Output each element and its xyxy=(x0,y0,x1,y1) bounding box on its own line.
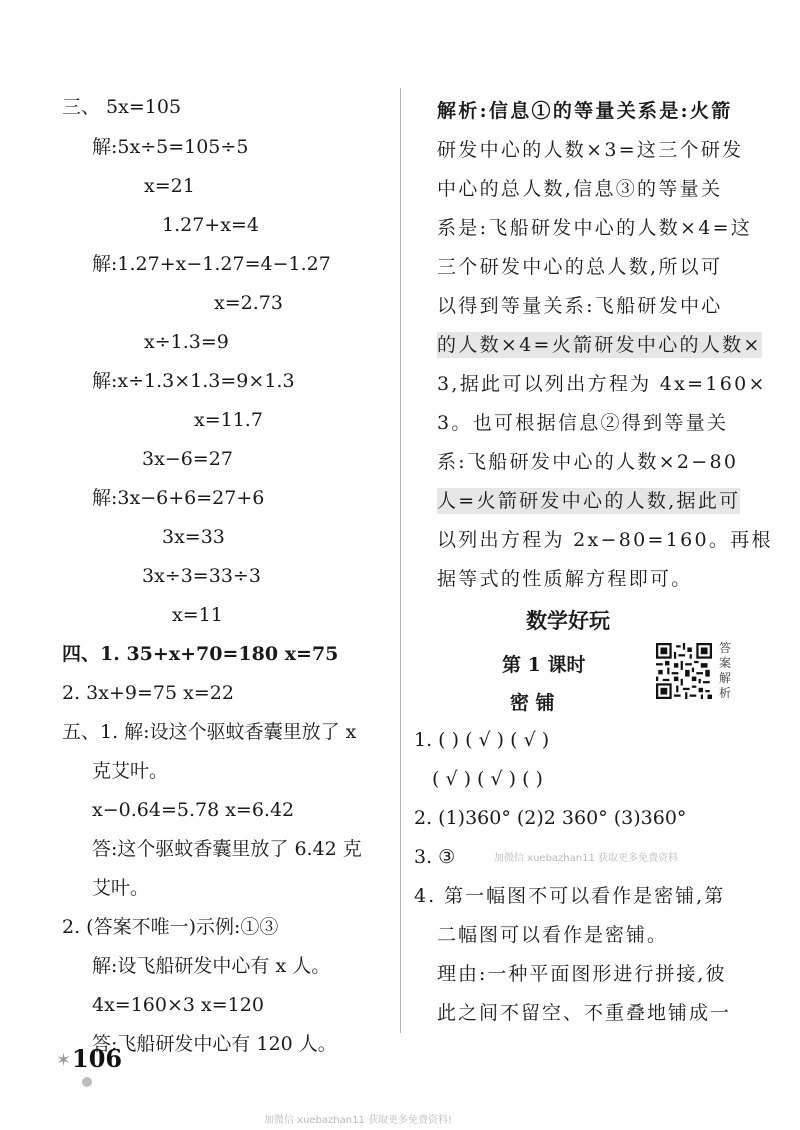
left-line-2: 解:5x÷5=105÷5 xyxy=(92,136,249,158)
left-line-4: 1.27+x=4 xyxy=(162,214,259,236)
qr-label: 答案解析 xyxy=(718,641,731,700)
analysis-line-10: 系:飞船研发中心的人数×2−80 xyxy=(437,451,739,473)
left-line-3: x=21 xyxy=(144,175,195,197)
analysis-line-7: 的人数×4=火箭研发中心的人数× xyxy=(437,334,762,356)
column-divider xyxy=(400,88,401,1033)
answer-line-6: 二幅图可以看作是密铺。 xyxy=(437,924,669,946)
left-line-6: x=2.73 xyxy=(214,292,283,314)
answer-line-2: ( √ ) ( √ ) ( ) xyxy=(432,768,543,790)
watermark-bottom: 加微信 xuebazhan11 获取更多免费资料! xyxy=(264,1115,453,1126)
answer-line-4: 3. ③ xyxy=(414,846,456,868)
left-line-10: 3x−6=27 xyxy=(142,448,233,470)
left-line-15: 四、1. 35+x+70=180 x=75 xyxy=(62,643,339,665)
left-line-8: 解:x÷1.3×1.3=9×1.3 xyxy=(92,370,295,392)
left-line-1: 三、 5x=105 xyxy=(62,96,182,118)
qr-code-icon[interactable] xyxy=(656,643,712,699)
left-line-21: 艾叶。 xyxy=(92,877,150,899)
answer-line-3: 2. (1)360° (2)2 360° (3)360° xyxy=(414,807,687,829)
analysis-line-12: 以列出方程为 2x−80=160。再根 xyxy=(437,529,773,551)
left-line-17: 五、1. 解:设这个驱蚊香囊里放了 x xyxy=(62,721,357,743)
analysis-line-5: 三个研发中心的总人数,所以可 xyxy=(437,256,723,278)
section-title: 数学好玩 xyxy=(526,608,610,633)
left-line-7: x÷1.3=9 xyxy=(144,331,229,353)
analysis-line-2: 研发中心的人数×3=这三个研发 xyxy=(437,139,744,161)
analysis-line-1: 解析:信息①的等量关系是:火箭 xyxy=(437,100,733,122)
left-line-14: x=11 xyxy=(172,604,223,626)
left-line-11: 解:3x−6+6=27+6 xyxy=(92,487,265,509)
left-line-18: 克艾叶。 xyxy=(92,760,169,782)
topic-title: 密 铺 xyxy=(510,692,555,714)
analysis-line-3: 中心的总人数,信息③的等量关 xyxy=(437,178,723,200)
answer-line-8: 此之间不留空、不重叠地铺成一 xyxy=(437,1002,732,1024)
left-line-23: 解:设飞船研发中心有 x 人。 xyxy=(92,955,331,977)
left-line-12: 3x=33 xyxy=(162,526,225,548)
left-line-5: 解:1.27+x−1.27=4−1.27 xyxy=(92,253,331,275)
lesson-title: 第 1 课时 xyxy=(502,654,586,676)
left-line-9: x=11.7 xyxy=(194,409,263,431)
analysis-line-6: 以得到等量关系:飞船研发中心 xyxy=(437,295,723,317)
analysis-line-11: 人=火箭研发中心的人数,据此可 xyxy=(437,490,741,512)
answer-line-5: 4. 第一幅图不可以看作是密铺,第 xyxy=(414,885,726,907)
star-icon: ✶ xyxy=(56,1050,72,1071)
watermark-mid: 加微信 xuebazhan11 获取更多免费资料 xyxy=(494,853,679,864)
analysis-line-9: 3。也可根据信息②得到等量关 xyxy=(437,412,729,434)
answer-line-1: 1. ( ) ( √ ) ( √ ) xyxy=(414,729,550,751)
left-line-19: x−0.64=5.78 x=6.42 xyxy=(92,799,295,821)
decorative-dot xyxy=(82,1077,92,1087)
page-number: 106 xyxy=(72,1044,123,1073)
analysis-line-4: 系是:飞船研发中心的人数×4=这 xyxy=(437,217,753,239)
left-line-13: 3x÷3=33÷3 xyxy=(142,565,261,587)
left-line-24: 4x=160×3 x=120 xyxy=(92,994,264,1016)
analysis-line-8: 3,据此可以列出方程为 4x=160× xyxy=(437,373,767,395)
answer-line-7: 理由:一种平面图形进行拼接,彼 xyxy=(437,963,727,985)
analysis-line-13: 据等式的性质解方程即可。 xyxy=(437,568,693,590)
left-line-25: 答:飞船研发中心有 120 人。 xyxy=(92,1033,337,1055)
left-line-22: 2. (答案不唯一)示例:①③ xyxy=(62,916,279,938)
left-line-16: 2. 3x+9=75 x=22 xyxy=(62,682,234,704)
left-line-20: 答:这个驱蚊香囊里放了 6.42 克 xyxy=(92,838,362,860)
